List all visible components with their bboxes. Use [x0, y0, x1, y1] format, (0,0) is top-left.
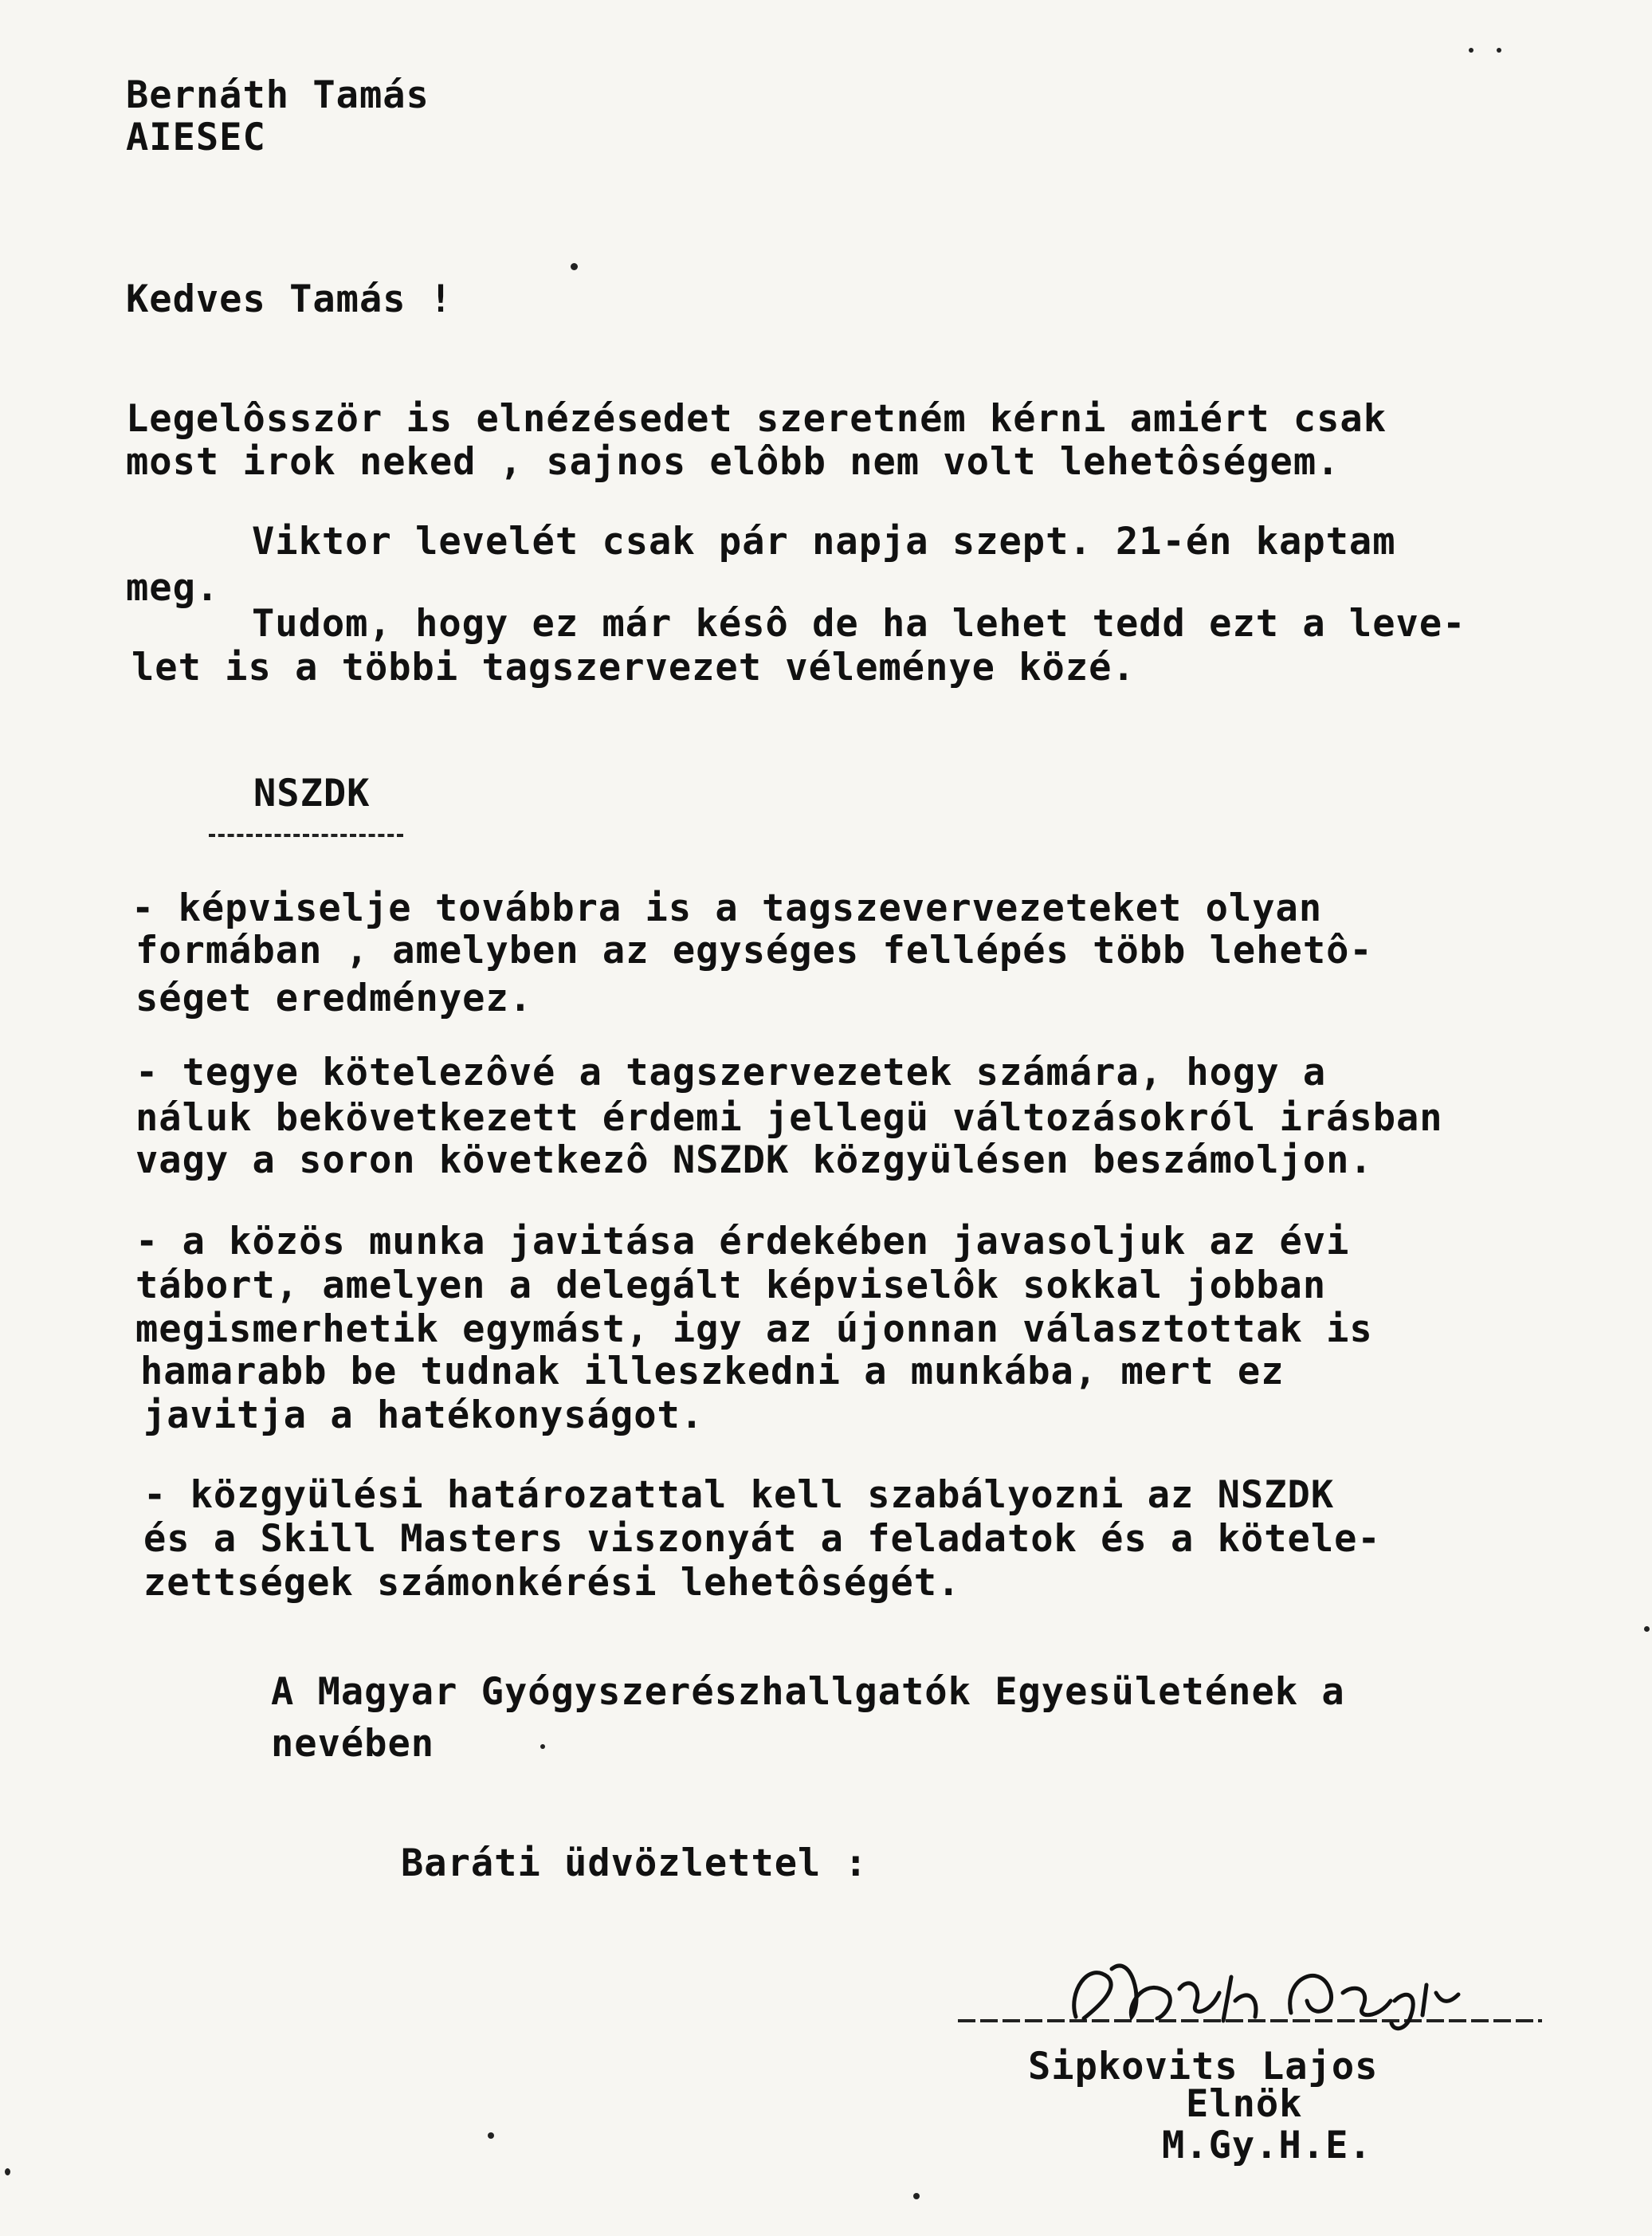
scan-speck [571, 263, 578, 270]
scan-speck [1644, 1626, 1650, 1632]
scan-speck [1497, 48, 1501, 53]
item-1-line-3: séget eredményez. [135, 977, 533, 1020]
para2-line-1: Viktor levelét csak pár napja szept. 21-én kaptam [252, 520, 1396, 564]
item-2-line-3: vagy a soron következô NSZDK közgyülésen beszámoljon. [135, 1138, 1373, 1182]
signer-org: M.Gy.H.E. [1162, 2124, 1372, 2167]
item-2-line-1: - tegye kötelezôvé a tagszervezetek számára, hogy a [135, 1051, 1327, 1094]
section-heading: NSZDK [253, 772, 371, 815]
heading-underline [209, 834, 403, 837]
salutation: Kedves Tamás ! [126, 277, 453, 321]
scan-speck [540, 1744, 545, 1749]
closing-on-behalf-line-1: A Magyar Gyógyszerészhallgatók Egyesületének a [271, 1670, 1345, 1714]
signature-image [948, 1945, 1554, 2041]
item-1-line-1: - képviselje továbbra is a tagszevervezeteket olyan [131, 886, 1323, 930]
item-3-line-3: megismerhetik egymást, igy az újonnan választottak is [135, 1307, 1373, 1351]
signer-name: Sipkovits Lajos [1028, 2045, 1379, 2089]
item-2-line-2: náluk bekövetkezett érdemi jellegü változásokról irásban [135, 1096, 1443, 1140]
para3-line-2: let is a többi tagszervezet véleménye közé. [131, 646, 1136, 690]
scan-speck [5, 2168, 10, 2175]
item-1-line-2: formában , amelyben az egységes fellépés több lehetô- [135, 929, 1373, 973]
recipient-name: Bernáth Tamás [126, 73, 430, 117]
para3-line-1: Tudom, hogy ez már késô de ha lehet tedd ezt a leve- [252, 602, 1466, 646]
item-3-line-1: - a közös munka javitása érdekében javasoljuk az évi [135, 1220, 1350, 1263]
closing-on-behalf-line-2: nevében [271, 1722, 435, 1766]
intro-line-2: most irok neked , sajnos elôbb nem volt lehetôségem. [126, 440, 1340, 484]
item-3-line-4: hamarabb be tudnak illeszkedni a munkába, mert ez [140, 1350, 1285, 1393]
item-3-line-2: tábort, amelyen a delegált képviselôk sokkal jobban [135, 1263, 1327, 1307]
scan-speck [488, 2132, 494, 2139]
intro-line-1: Legelôsször is elnézésedet szeretném kérni amiért csak [126, 397, 1387, 441]
scan-speck [1469, 48, 1473, 53]
item-4-line-3: zettségek számonkérési lehetôségét. [143, 1561, 961, 1605]
recipient-org: AIESEC [126, 116, 266, 159]
item-4-line-2: és a Skill Masters viszonyát a feladatok és a kötele- [143, 1517, 1381, 1561]
para2-line-2: meg. [126, 566, 220, 610]
scan-speck [913, 2193, 920, 2199]
item-4-line-1: - közgyülési határozattal kell szabályozni az NSZDK [143, 1473, 1335, 1517]
signer-title: Elnök [1186, 2082, 1303, 2126]
item-3-line-5: javitja a hatékonyságot. [143, 1393, 704, 1437]
greeting: Baráti üdvözlettel : [401, 1841, 868, 1885]
